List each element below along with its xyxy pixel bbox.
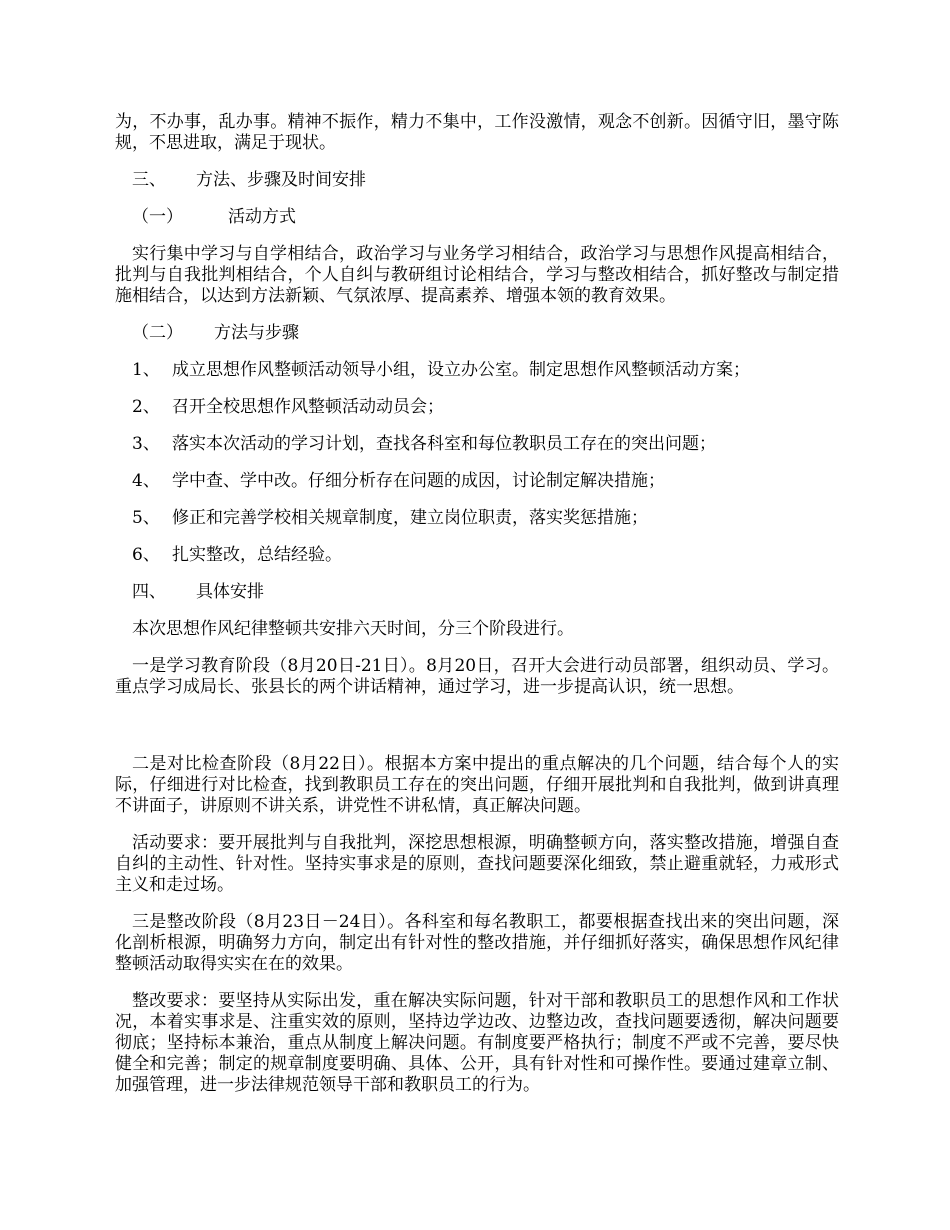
subsection-title: 活动方式	[228, 207, 296, 227]
subsection-title: 方法与步骤	[214, 323, 299, 343]
section-heading-3	[115, 170, 839, 191]
step-text: 扎实整改，总结经验。	[172, 545, 342, 565]
spacer	[115, 714, 839, 754]
section-heading-4	[115, 582, 839, 603]
step-number: 2、	[132, 397, 160, 417]
step-text: 学中查、学中改。仔细分析存在问题的成因，讨论制定解决措施；	[172, 471, 665, 491]
step-item	[115, 471, 839, 492]
step-item	[115, 434, 839, 455]
document-page	[115, 112, 839, 1112]
step-text: 召开全校思想作风整顿活动动员会；	[172, 397, 444, 417]
step-item	[115, 397, 839, 418]
step-item	[115, 360, 839, 381]
step-number: 1、	[132, 360, 160, 380]
section-title: 具体安排	[196, 582, 264, 602]
section-title: 方法、步骤及时间安排	[196, 170, 366, 190]
step-item	[115, 508, 839, 529]
step-number: 4、	[132, 471, 160, 491]
step-text: 成立思想作风整顿活动领导小组，设立办公室。制定思想作风整顿活动方案；	[172, 360, 750, 380]
step-item	[115, 545, 839, 566]
stage1-paragraph: 一是学习教育阶段（8月20日-21日）。8月20日，召开大会进行动员部署，组织动员、学习。重点学习成局长、张县长的两个讲话精神，通过学习，进一步提高认识，统一思想。	[115, 656, 839, 697]
step-number: 5、	[132, 508, 160, 528]
section-number: 四、	[132, 582, 166, 602]
rectification-requirements-paragraph: 整改要求：要坚持从实际出发，重在解决实际问题，针对干部和教职员工的思想作风和工作状况，本着实事求是、注重实效的原则，坚持边学边改、边整边改，查找问题要透彻，解决问题要彻底；坚持标本兼治，重点从制度上解决问题。有制度要严格执行；制度不严或不完善，要尽快健全和完善；制定的规章制度要明确、具体、公开，具有针对性和可操作性。要通过建章立制、加强管理，进一步法律规范领导干部和教职员工的行为。	[115, 991, 839, 1095]
section-number: 三、	[132, 170, 166, 190]
step-number: 3、	[132, 434, 160, 454]
activity-requirements-paragraph: 活动要求：要开展批判与自我批判，深挖思想根源，明确整顿方向，落实整改措施，增强自查自纠的主动性、针对性。坚持实事求是的原则，查找问题要深化细致，禁止避重就轻，力戒形式主义和走过场。	[115, 833, 839, 895]
subsection-heading-2	[115, 323, 839, 344]
step-number: 6、	[132, 545, 160, 565]
step-text: 落实本次活动的学习计划，查找各科室和每位教职员工存在的突出问题；	[172, 434, 716, 454]
method-paragraph: 实行集中学习与自学相结合，政治学习与业务学习相结合，政治学习与思想作风提高相结合，批判与自我批判相结合，个人自纠与教研组讨论相结合，学习与整改相结合，抓好整改与制定措施相结合，以达到方法新颖、气氛浓厚、提高素养、增强本领的教育效果。	[115, 244, 839, 306]
stage3-paragraph: 三是整改阶段（8月23日－24日）。各科室和每名教职工，都要根据查找出来的突出问题，深化剖析根源，明确努力方向，制定出有针对性的整改措施，并仔细抓好落实，确保思想作风纪律整顿活动取得实实在在的效果。	[115, 912, 839, 974]
subsection-heading-1	[115, 207, 839, 228]
subsection-number: （一）	[132, 207, 183, 227]
schedule-paragraph: 本次思想作风纪律整顿共安排六天时间，分三个阶段进行。	[132, 619, 574, 639]
stage2-paragraph: 二是对比检查阶段（8月22日）。根据本方案中提出的重点解决的几个问题，结合每个人的实际，仔细进行对比检查，找到教职员工存在的突出问题，仔细开展批判和自我批判，做到讲真理不讲面子，讲原则不讲关系，讲党性不讲私情，真正解决问题。	[115, 754, 839, 816]
subsection-number: （二）	[132, 323, 183, 343]
intro-paragraph: 为，不办事，乱办事。精神不振作，精力不集中，工作没激情，观念不创新。因循守旧，墨守陈规，不思进取，满足于现状。	[115, 112, 839, 153]
step-text: 修正和完善学校相关规章制度，建立岗位职责，落实奖惩措施；	[172, 508, 648, 528]
